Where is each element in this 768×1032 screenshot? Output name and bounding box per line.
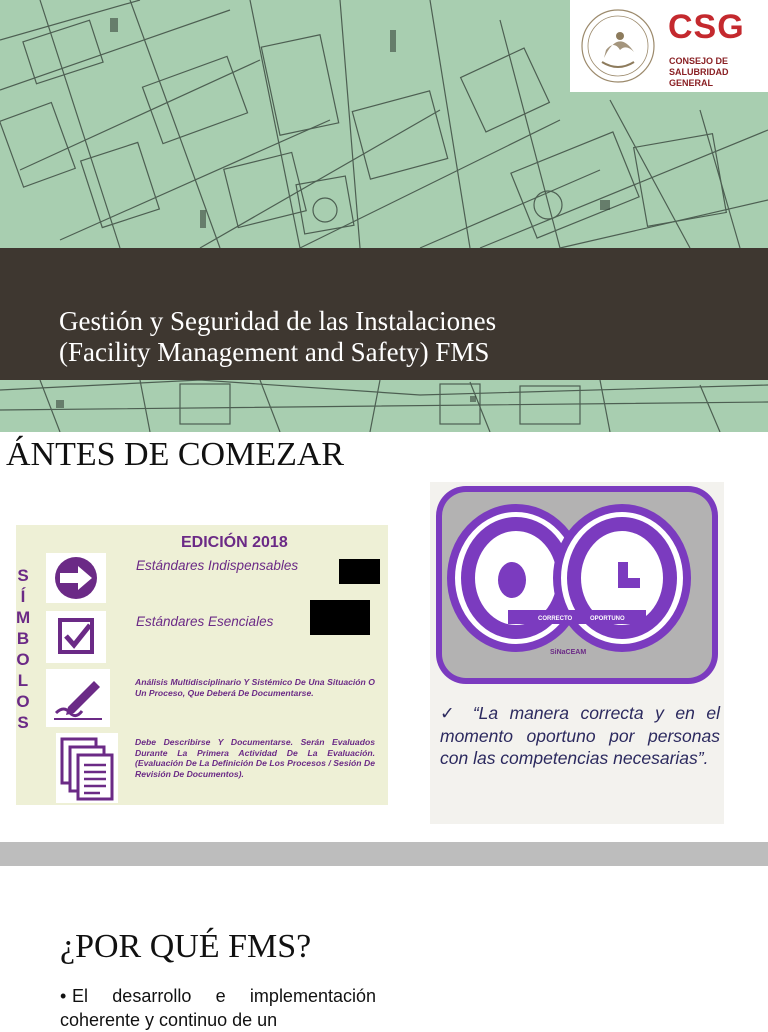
bullet-dot: • <box>60 986 67 1006</box>
vertical-letter: Í <box>20 587 26 606</box>
checkmark-icon: ✓ <box>440 703 462 723</box>
brand-mark: SiNaCEAM <box>550 649 587 656</box>
mexican-coat-of-arms-icon <box>576 6 660 86</box>
slide-divider <box>0 842 768 866</box>
correcto-oportuno-logo <box>430 482 724 692</box>
symbols-vertical-word <box>16 565 30 733</box>
documents-stack-icon <box>56 733 118 803</box>
csg-logo <box>570 0 768 92</box>
symbol-label-esenciales: Estándares Esenciales <box>136 614 274 629</box>
logo-subtitle-line1: CONSEJO DE <box>669 56 729 66</box>
title-line-1: Gestión y Seguridad de las Instalaciones <box>59 306 497 336</box>
logo-acronym: CSG <box>668 8 745 46</box>
correct-timely-graphic <box>430 482 724 824</box>
pen-writing-icon <box>46 669 110 727</box>
why-fms-title: ¿POR QUÉ FMS? <box>60 928 312 965</box>
bullet-item <box>60 984 376 1032</box>
vertical-letter: S <box>17 713 29 732</box>
vertical-letter: O <box>16 650 30 669</box>
symbols-panel <box>16 525 388 805</box>
edition-heading: EDICIÓN 2018 <box>181 534 288 551</box>
vertical-letter: S <box>17 566 29 585</box>
redacted-box <box>339 559 380 584</box>
before-starting-slide <box>0 432 768 842</box>
quote-text: “La manera correcta y en el momento oportuno por personas con las competencias necesarias”. <box>440 703 720 768</box>
redacted-box <box>310 600 370 635</box>
symbol-desc-documentation: Debe Describirse Y Documentarse. Serán Evaluados Durante La Primera Actividad De La Evaluación.(Evaluación De La Definición De Los Procesos / Sesión De Revisión De Documentos). <box>135 737 375 779</box>
presentation-title <box>59 306 496 368</box>
arrow-right-icon <box>46 553 106 603</box>
quote-block <box>440 702 720 770</box>
checkbox-icon <box>46 611 106 663</box>
label-correcto: CORRECTO <box>538 616 573 622</box>
slide-title: ÁNTES DE COMEZAR <box>6 436 345 473</box>
vertical-letter: O <box>16 692 30 711</box>
vertical-letter: B <box>16 629 30 648</box>
logo-subtitle <box>669 56 768 89</box>
title-line-2: (Facility Management and Safety) FMS <box>59 337 490 367</box>
symbol-desc-analysis: Análisis Multidisciplinario Y Sistémico De Una Situación O Un Proceso, Que Deberá De Documentarse. <box>135 677 375 698</box>
vertical-letter: M <box>16 608 31 627</box>
cover-slide <box>0 0 768 432</box>
symbol-label-indispensables: Estándares Indispensables <box>136 558 299 573</box>
label-oportuno: OPORTUNO <box>590 616 625 622</box>
bullet-text: El desarrollo e implementación coherente y continuo de un <box>60 986 376 1030</box>
logo-subtitle-line2: SALUBRIDAD GENERAL <box>669 67 729 88</box>
title-band <box>0 248 768 380</box>
vertical-letter: L <box>17 671 29 690</box>
